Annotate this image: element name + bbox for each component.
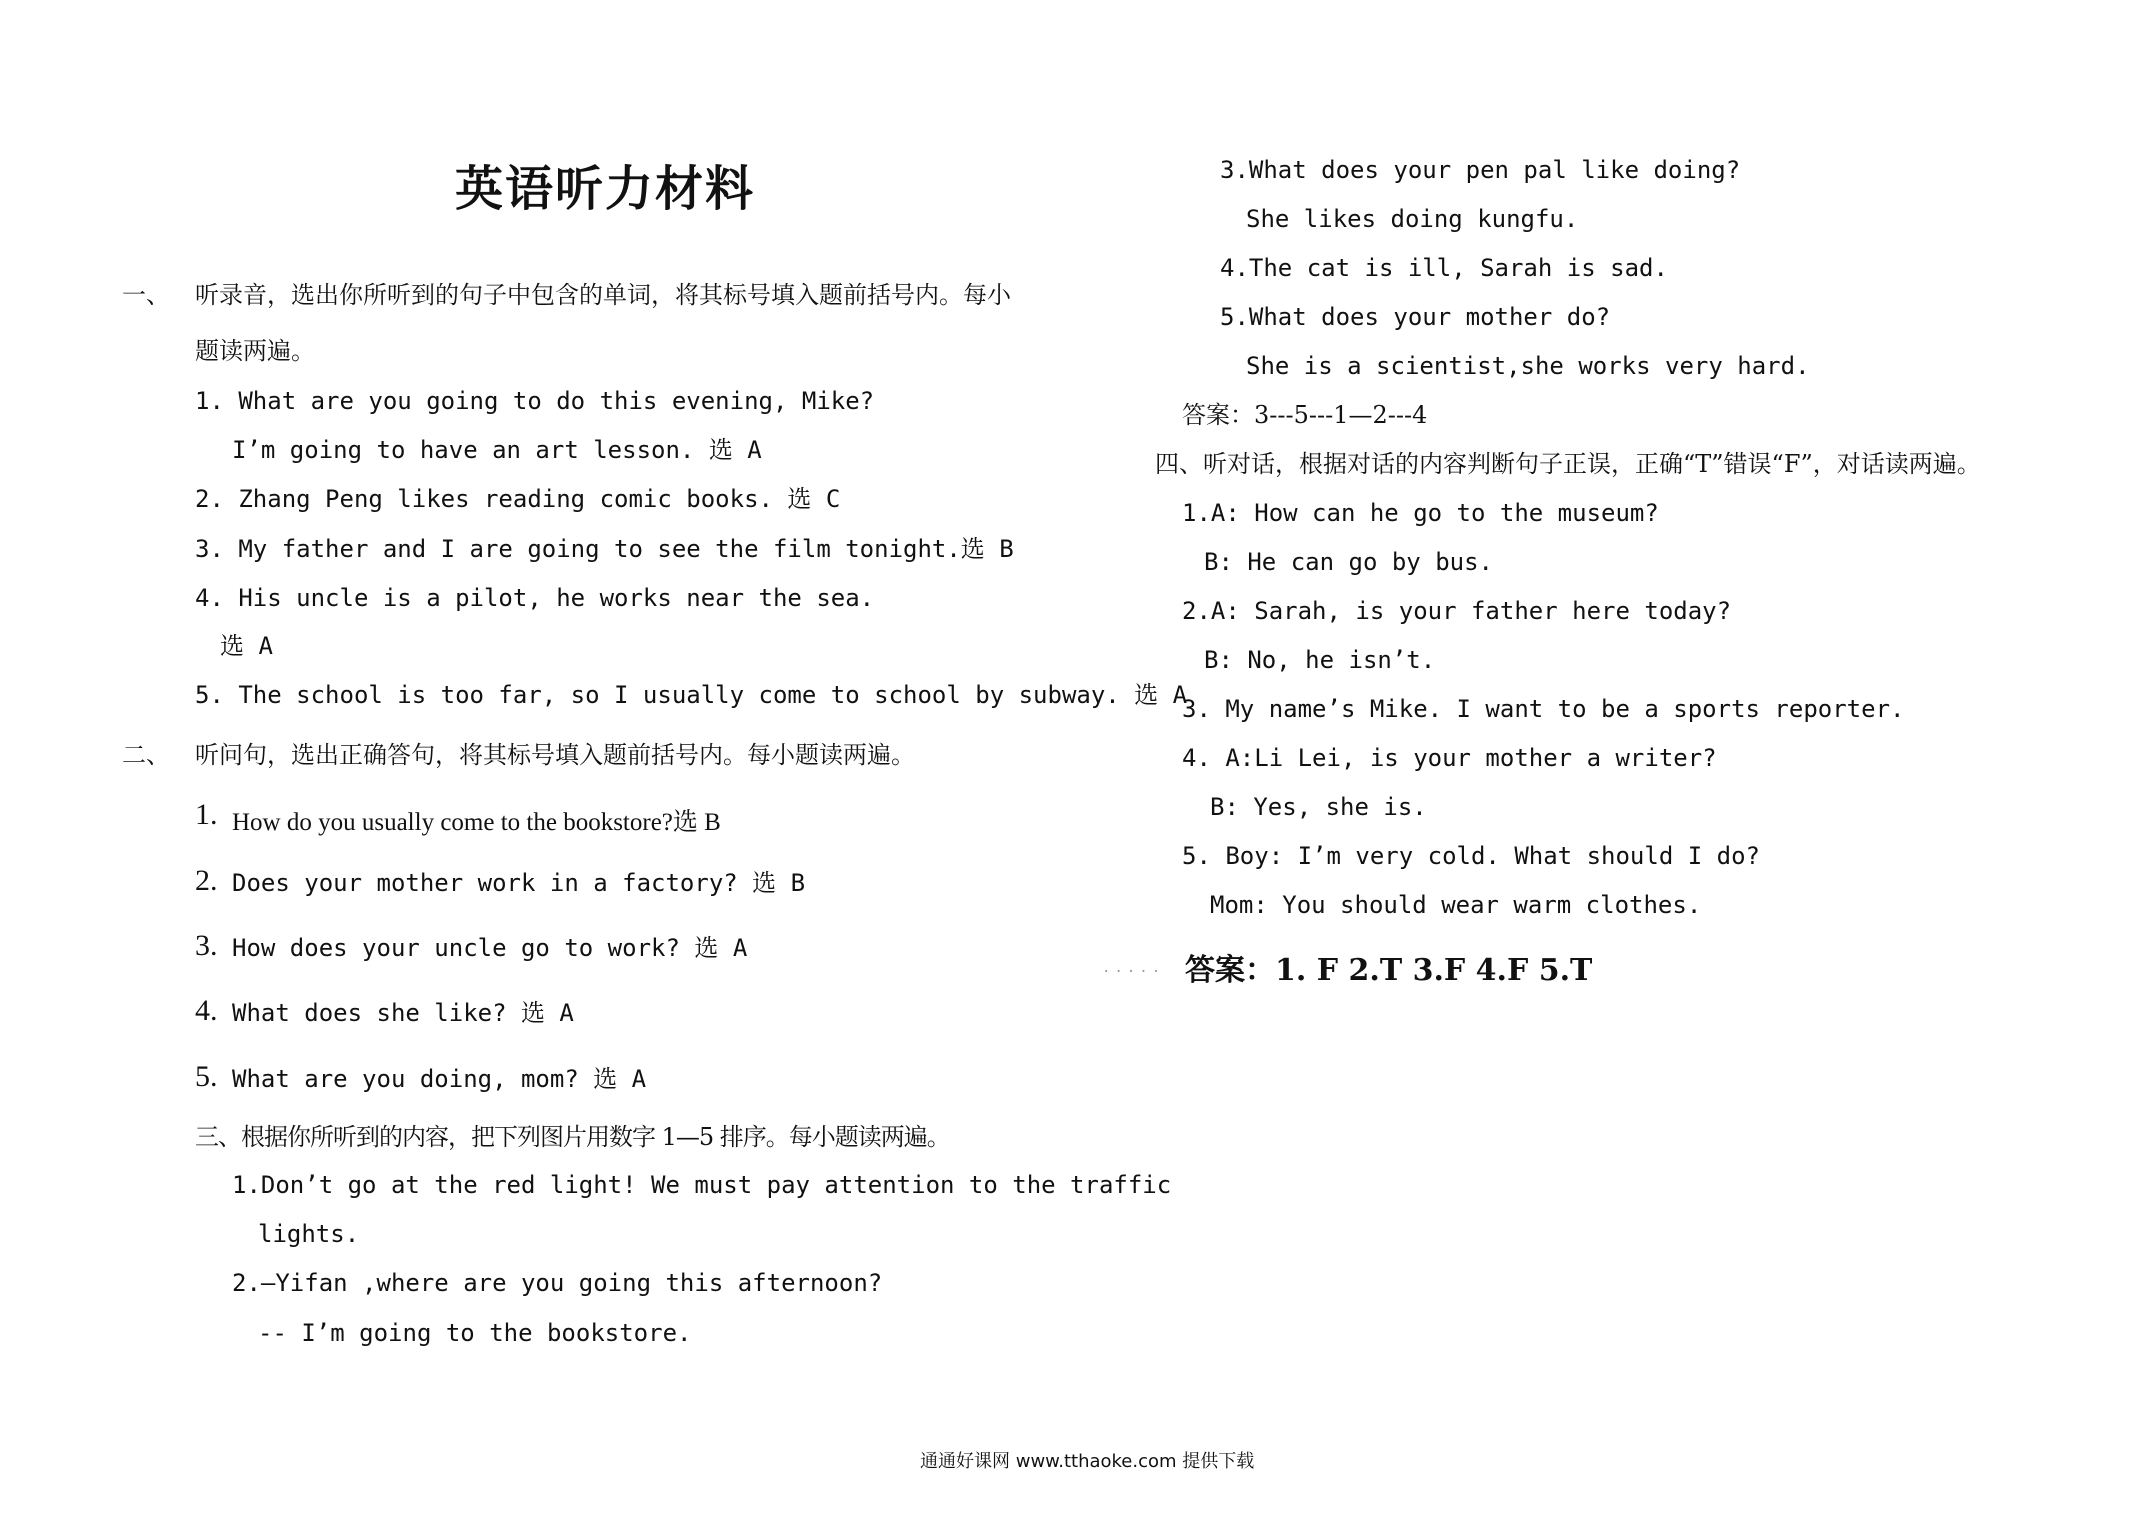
section-2-item: What are you doing, mom? 选 A [232, 1065, 647, 1093]
section-3-item: 3.What does your pen pal like doing? [1220, 156, 1741, 184]
section-4-item: 1.A: How can he go to the museum? [1182, 499, 1659, 527]
section-2-number: 1. [195, 798, 218, 831]
section-4-answer: 答案：1. F 2.T 3.F 4.F 5.T [1185, 953, 1593, 988]
section-1-marker: 一、 [122, 281, 170, 309]
section-3-instruction: 三、根据你所听到的内容，把下列图片用数字 1—5 排序。每小题读两遍。 [195, 1123, 950, 1151]
section-3-item: She likes doing kungfu. [1246, 205, 1579, 233]
section-2-item: How do you usually come to the bookstore?选 B [232, 809, 721, 836]
section-4-item: 3. My name’s Mike. I want to be a sports reporter. [1182, 695, 1905, 723]
section-2-number: 3. [195, 929, 218, 962]
section-1-instruction-cont: 题读两遍。 [195, 337, 315, 365]
section-1-item: 4. His uncle is a pilot, he works near the sea. [195, 584, 875, 612]
section-2-instruction: 听问句，选出正确答句，将其标号填入题前括号内。每小题读两遍。 [195, 741, 915, 769]
section-3-item: 5.What does your mother do? [1220, 303, 1611, 331]
section-2-item: What does she like? 选 A [232, 999, 574, 1027]
dotted-leader: ..... [1102, 960, 1165, 976]
section-1-item: 5. The school is too far, so I usually come to school by subway. 选 A [195, 681, 1188, 709]
section-1-item: 选 A [220, 632, 273, 660]
section-4-instruction: 四、听对话，根据对话的内容判断句子正误，正确“T”错误“F”，对话读两遍。 [1155, 450, 1981, 478]
section-4-item: 4. A:Li Lei, is your mother a writer? [1182, 744, 1717, 772]
section-2-number: 4. [195, 994, 218, 1027]
section-4-item: 2.A: Sarah, is your father here today? [1182, 597, 1732, 625]
footer-credit: 通通好课网 www.tthaoke.com 提供下载 [920, 1451, 1255, 1472]
section-1-item: 1. What are you going to do this evening, Mike? [195, 387, 875, 415]
section-3-item: lights. [258, 1220, 360, 1248]
section-3-item: 2.—Yifan ,where are you going this afternoon? [232, 1269, 883, 1297]
section-4-item: B: He can go by bus. [1204, 548, 1493, 576]
section-3-item: -- I’m going to the bookstore. [258, 1319, 692, 1347]
section-3-answer: 答案：3---5---1—2---4 [1182, 401, 1428, 429]
section-2-number: 5. [195, 1060, 218, 1093]
section-4-item: 5. Boy: I’m very cold. What should I do? [1182, 842, 1760, 870]
section-1-item: 3. My father and I are going to see the film tonight.选 B [195, 535, 1014, 563]
section-1-instruction: 听录音，选出你所听到的句子中包含的单词，将其标号填入题前括号内。每小 [195, 281, 1011, 309]
section-1-item: 2. Zhang Peng likes reading comic books. 选 C [195, 485, 841, 513]
section-4-item: B: No, he isn’t. [1204, 646, 1436, 674]
section-2-item: How does your uncle go to work? 选 A [232, 934, 748, 962]
section-2-marker: 二、 [122, 741, 170, 769]
section-3-item: She is a scientist,she works very hard. [1246, 352, 1810, 380]
section-3-item: 4.The cat is ill, Sarah is sad. [1220, 254, 1668, 282]
section-2-number: 2. [195, 864, 218, 897]
section-1-item: I’m going to have an art lesson. 选 A [232, 436, 762, 464]
section-2-item: Does your mother work in a factory? 选 B [232, 869, 806, 897]
section-3-item: 1.Don’t go at the red light! We must pay attention to the traffic [232, 1171, 1172, 1199]
page-title: 英语听力材料 [455, 161, 756, 217]
section-4-item: B: Yes, she is. [1210, 793, 1427, 821]
section-4-item: Mom: You should wear warm clothes. [1210, 891, 1702, 919]
